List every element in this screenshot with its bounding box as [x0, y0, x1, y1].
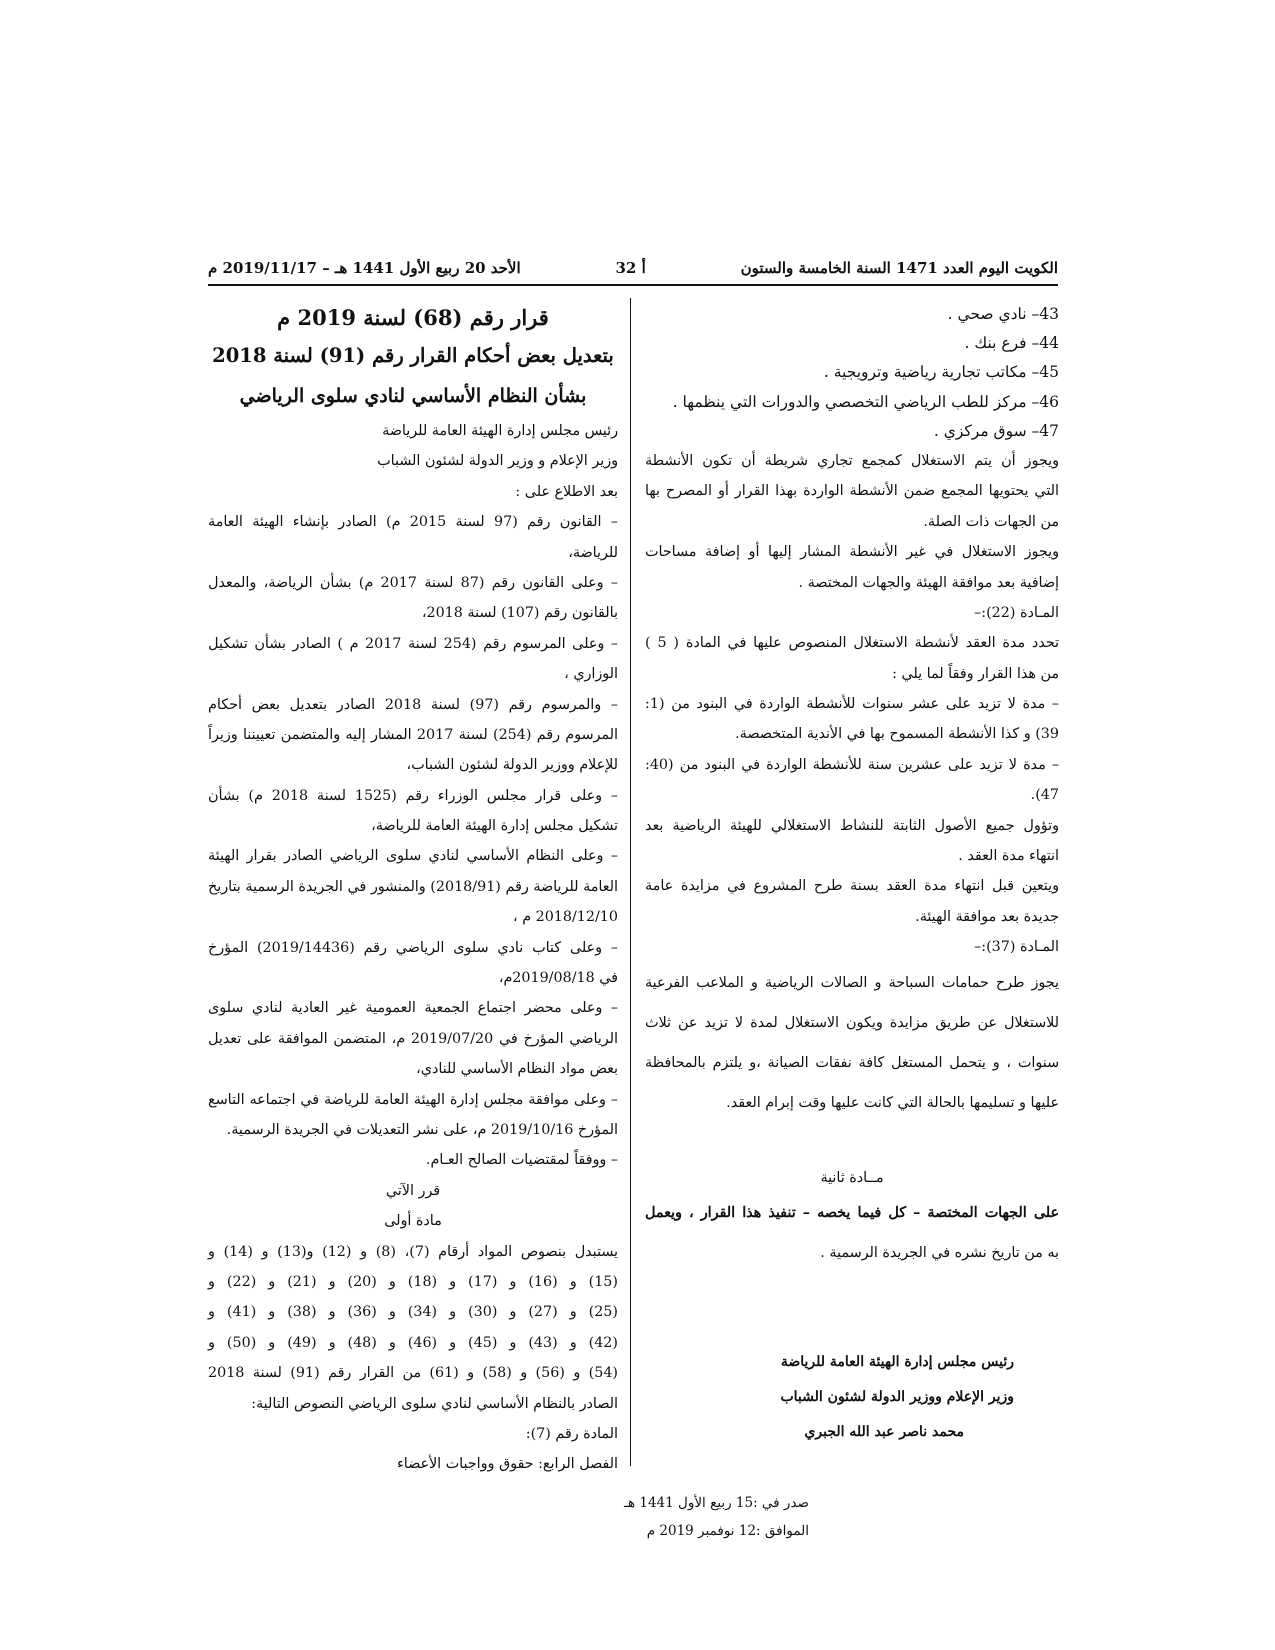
right-column	[623, 300, 1060, 1544]
paragraph-line: ويجوز الاستغلال في غير الأنشطة المشار إليها أو إضافة مساحات	[645, 544, 1059, 561]
article-37-heading: المـادة (37):–	[974, 939, 1059, 956]
paragraph-line: 47).	[1030, 787, 1059, 804]
article-line: (15) و (16) و (17) و (18) و (20) و (21) و (22) و	[208, 1273, 618, 1290]
decided-heading: قرر الآتي	[385, 1182, 441, 1199]
recital-line: – وعلى محضر اجتماع الجمعية العمومية غير العادية لنادي سلوى	[208, 1000, 618, 1017]
paragraph-line: وتؤول جميع الأصول الثابتة للنشاط الاستغلالي للهيئة الرياضية بعد	[645, 817, 1059, 834]
paragraph-line: من الجهات ذات الصلة.	[923, 513, 1059, 530]
paragraph-line: يجوز طرح حمامات السباحة و الصالات الرياضية و الملاعب الفرعية	[645, 974, 1059, 991]
recital-line: الرياضي المؤرخ في 2019/07/20 م، المتضمن الموافقة على تعديل	[208, 1030, 618, 1047]
article-line: الصادر بالنظام الأساسي لنادي سلوى الرياضي النصوص التالية:	[251, 1395, 618, 1412]
paragraph-line: ويجوز أن يتم الاستغلال كمجمع تجاري شريطة أن تكون الأنشطة	[645, 452, 1059, 469]
article-line: (42) و (43) و (45) و (46) و (48) و (49) و (50) و	[208, 1334, 618, 1351]
article-line: يستبدل بنصوص المواد أرقام (7)، (8) و (12) و(13) و (14) و	[208, 1243, 619, 1260]
recital-line: للإعلام ووزير الدولة لشئون الشباب،	[406, 757, 618, 774]
header-page-number: أ 32	[615, 259, 646, 277]
gregorian-date: الموافق :12 نوفمبر 2019 م	[646, 1523, 809, 1540]
list-item: 43– نادي صحي .	[947, 305, 1059, 323]
decision-title: قرار رقم (68) لسنة 2019 م	[277, 305, 549, 330]
paragraph-line: على الجهات المختصة – كل فيما يخصه – تنفيذ هذا القرار ، ويعمل	[645, 1204, 1059, 1221]
issuer-line: وزير الإعلام و وزير الدولة لشئون الشباب	[377, 453, 618, 470]
paragraph-line: – مدة لا تزيد على عشر سنوات للأنشطة الواردة في البنود من (1:	[645, 696, 1059, 713]
signature-title-2: وزير الإعلام ووزير الدولة لشئون الشباب	[780, 1389, 1014, 1406]
signature-title-1: رئيس مجلس إدارة الهيئة العامة للرياضة	[780, 1353, 1014, 1370]
recital-line: – والمرسوم رقم (97) لسنة 2018 الصادر بتعديل بعض أحكام	[208, 696, 618, 713]
paragraph-line: التي يحتويها المجمع ضمن الأنشطة الواردة بهذا القرار أو المصرح بها	[645, 483, 1059, 500]
recital-line: العامة للرياضة رقم (2018/91) والمنشور في الجريدة الرسمية بتاريخ	[208, 878, 618, 895]
recital-line: – القانون رقم (97 لسنة 2015 م) الصادر بإنشاء الهيئة العامة	[208, 514, 618, 531]
paragraph-line: إضافية بعد موافقة الهيئة والجهات المختصة .	[798, 574, 1059, 591]
header-rule	[208, 284, 1058, 286]
recital-line: المرسوم رقم (254) لسنة 2017 المشار إليه والمتضمن تعييننا وزيراً	[208, 726, 618, 743]
article-22-heading: المـادة (22):–	[974, 604, 1059, 621]
article-line: (54) و (56) و (58) و (61) من القرار رقم (91) لسنة 2018	[208, 1365, 618, 1382]
header-date: الأحد 20 ربيع الأول 1441 هـ – 2019/11/17 م	[208, 259, 521, 277]
paragraph-line: تحدد مدة العقد لأنشطة الاستغلال المنصوص عليها في المادة ( 5 )	[645, 635, 1060, 652]
recital-line: – ووفقاً لمقتضيات الصالح العـام.	[425, 1152, 618, 1169]
signatory-name: محمد ناصر عبد الله الجبري	[804, 1424, 964, 1441]
list-item: 47– سوق مركزي .	[933, 421, 1059, 440]
article-line: (25) و (27) و (30) و (34) و (36) و (38) و (41) و	[208, 1304, 618, 1321]
recital-line: – وعلى قرار مجلس الوزراء رقم (1525 لسنة 2018 م) بشأن	[208, 787, 618, 804]
article-1-heading: مادة أولى	[384, 1213, 442, 1230]
paragraph-line: جديدة بعد موافقة الهيئة.	[915, 908, 1059, 925]
recital-line: 2018/12/10 م ،	[513, 909, 618, 926]
recital-line: تشكيل مجلس إدارة الهيئة العامة للرياضة،	[371, 818, 618, 835]
paragraph-line: – مدة لا تزيد على عشرين سنة للأنشطة الواردة في البنود من (40:	[645, 756, 1059, 773]
list-item: 44– فرع بنك .	[964, 334, 1059, 353]
page-header	[208, 258, 1058, 278]
recital-line: – وعلى القانون رقم (87 لسنة 2017 م) بشأن الرياضة، والمعدل	[208, 574, 618, 591]
paragraph-line: عليها و تسليمها بالحالة التي كانت عليها وقت إبرام العقد.	[726, 1094, 1059, 1111]
preamble-line: بعد الاطلاع على :	[515, 483, 618, 500]
recital-line: – وعلى كتاب نادي سلوى الرياضي رقم (2019/14436) المؤرخ	[208, 939, 618, 956]
decision-subtitle: بتعديل بعض أحكام القرار رقم (91) لسنة 2018	[212, 344, 614, 367]
recital-line: – وعلى المرسوم رقم (254 لسنة 2017 م ) الصادر بشأن تشكيل	[208, 635, 618, 652]
paragraph-line: من هذا القرار وفقاً لما يلي :	[892, 665, 1059, 682]
issuer-line: رئيس مجلس إدارة الهيئة العامة للرياضة	[382, 423, 618, 439]
list-item: 45– مكاتب تجارية رياضية وترويجية .	[823, 363, 1059, 382]
column-divider	[630, 298, 631, 1466]
paragraph-line: سنوات ، و يتحمل المستغل كافة نفقات الصيانة ،و يلتزم بالمحافظة	[645, 1054, 1059, 1071]
recital-line: – وعلى موافقة مجلس إدارة الهيئة العامة للرياضة في اجتماعه التاسع	[208, 1091, 618, 1108]
issue-date: صدر في :15 ربيع الأول 1441 هـ	[623, 1494, 809, 1511]
decision-subject: بشأن النظام الأساسي لنادي سلوى الرياضي	[239, 385, 587, 407]
paragraph-line: ويتعين قبل انتهاء مدة العقد بسنة طرح المشروع في مزايدة عامة	[645, 878, 1059, 895]
recital-line: في 2019/08/18م،	[498, 970, 618, 987]
left-column	[208, 300, 618, 1480]
paragraph-line: به من تاريخ نشره في الجريدة الرسمية .	[820, 1244, 1059, 1261]
recital-line: بعض مواد النظام الأساسي للنادي،	[416, 1061, 618, 1078]
recital-line: – وعلى النظام الأساسي لنادي سلوى الرياضي الصادر بقرار الهيئة	[208, 848, 618, 865]
article-line: المادة رقم (7):	[525, 1425, 618, 1442]
paragraph-line: انتهاء مدة العقد .	[958, 848, 1059, 865]
recital-line: للرياضة،	[568, 544, 618, 561]
paragraph-line: للاستغلال عن طريق مزايدة ويكون الاستغلال لمدة لا تزيد عن ثلاث	[645, 1014, 1059, 1031]
article-line: الفصل الرابع: حقوق وواجبات الأعضاء	[397, 1456, 618, 1473]
paragraph-line: 39) و كذا الأنشطة المسموح بها في الأندية المتخصصة.	[735, 726, 1059, 743]
list-item: 46– مركز للطب الرياضي التخصصي والدورات التي ينظمها .	[672, 392, 1059, 411]
recital-line: الوزاري ،	[564, 666, 618, 683]
article-2-heading: مــادة ثانية	[820, 1169, 884, 1186]
recital-line: المؤرخ 2019/10/16 م، على نشر التعديلات في الجريدة الرسمية.	[226, 1121, 618, 1138]
header-issue-info: الكويت اليوم العدد 1471 السنة الخامسة والستون	[740, 259, 1058, 277]
recital-line: بالقانون رقم (107) لسنة 2018،	[421, 605, 618, 622]
